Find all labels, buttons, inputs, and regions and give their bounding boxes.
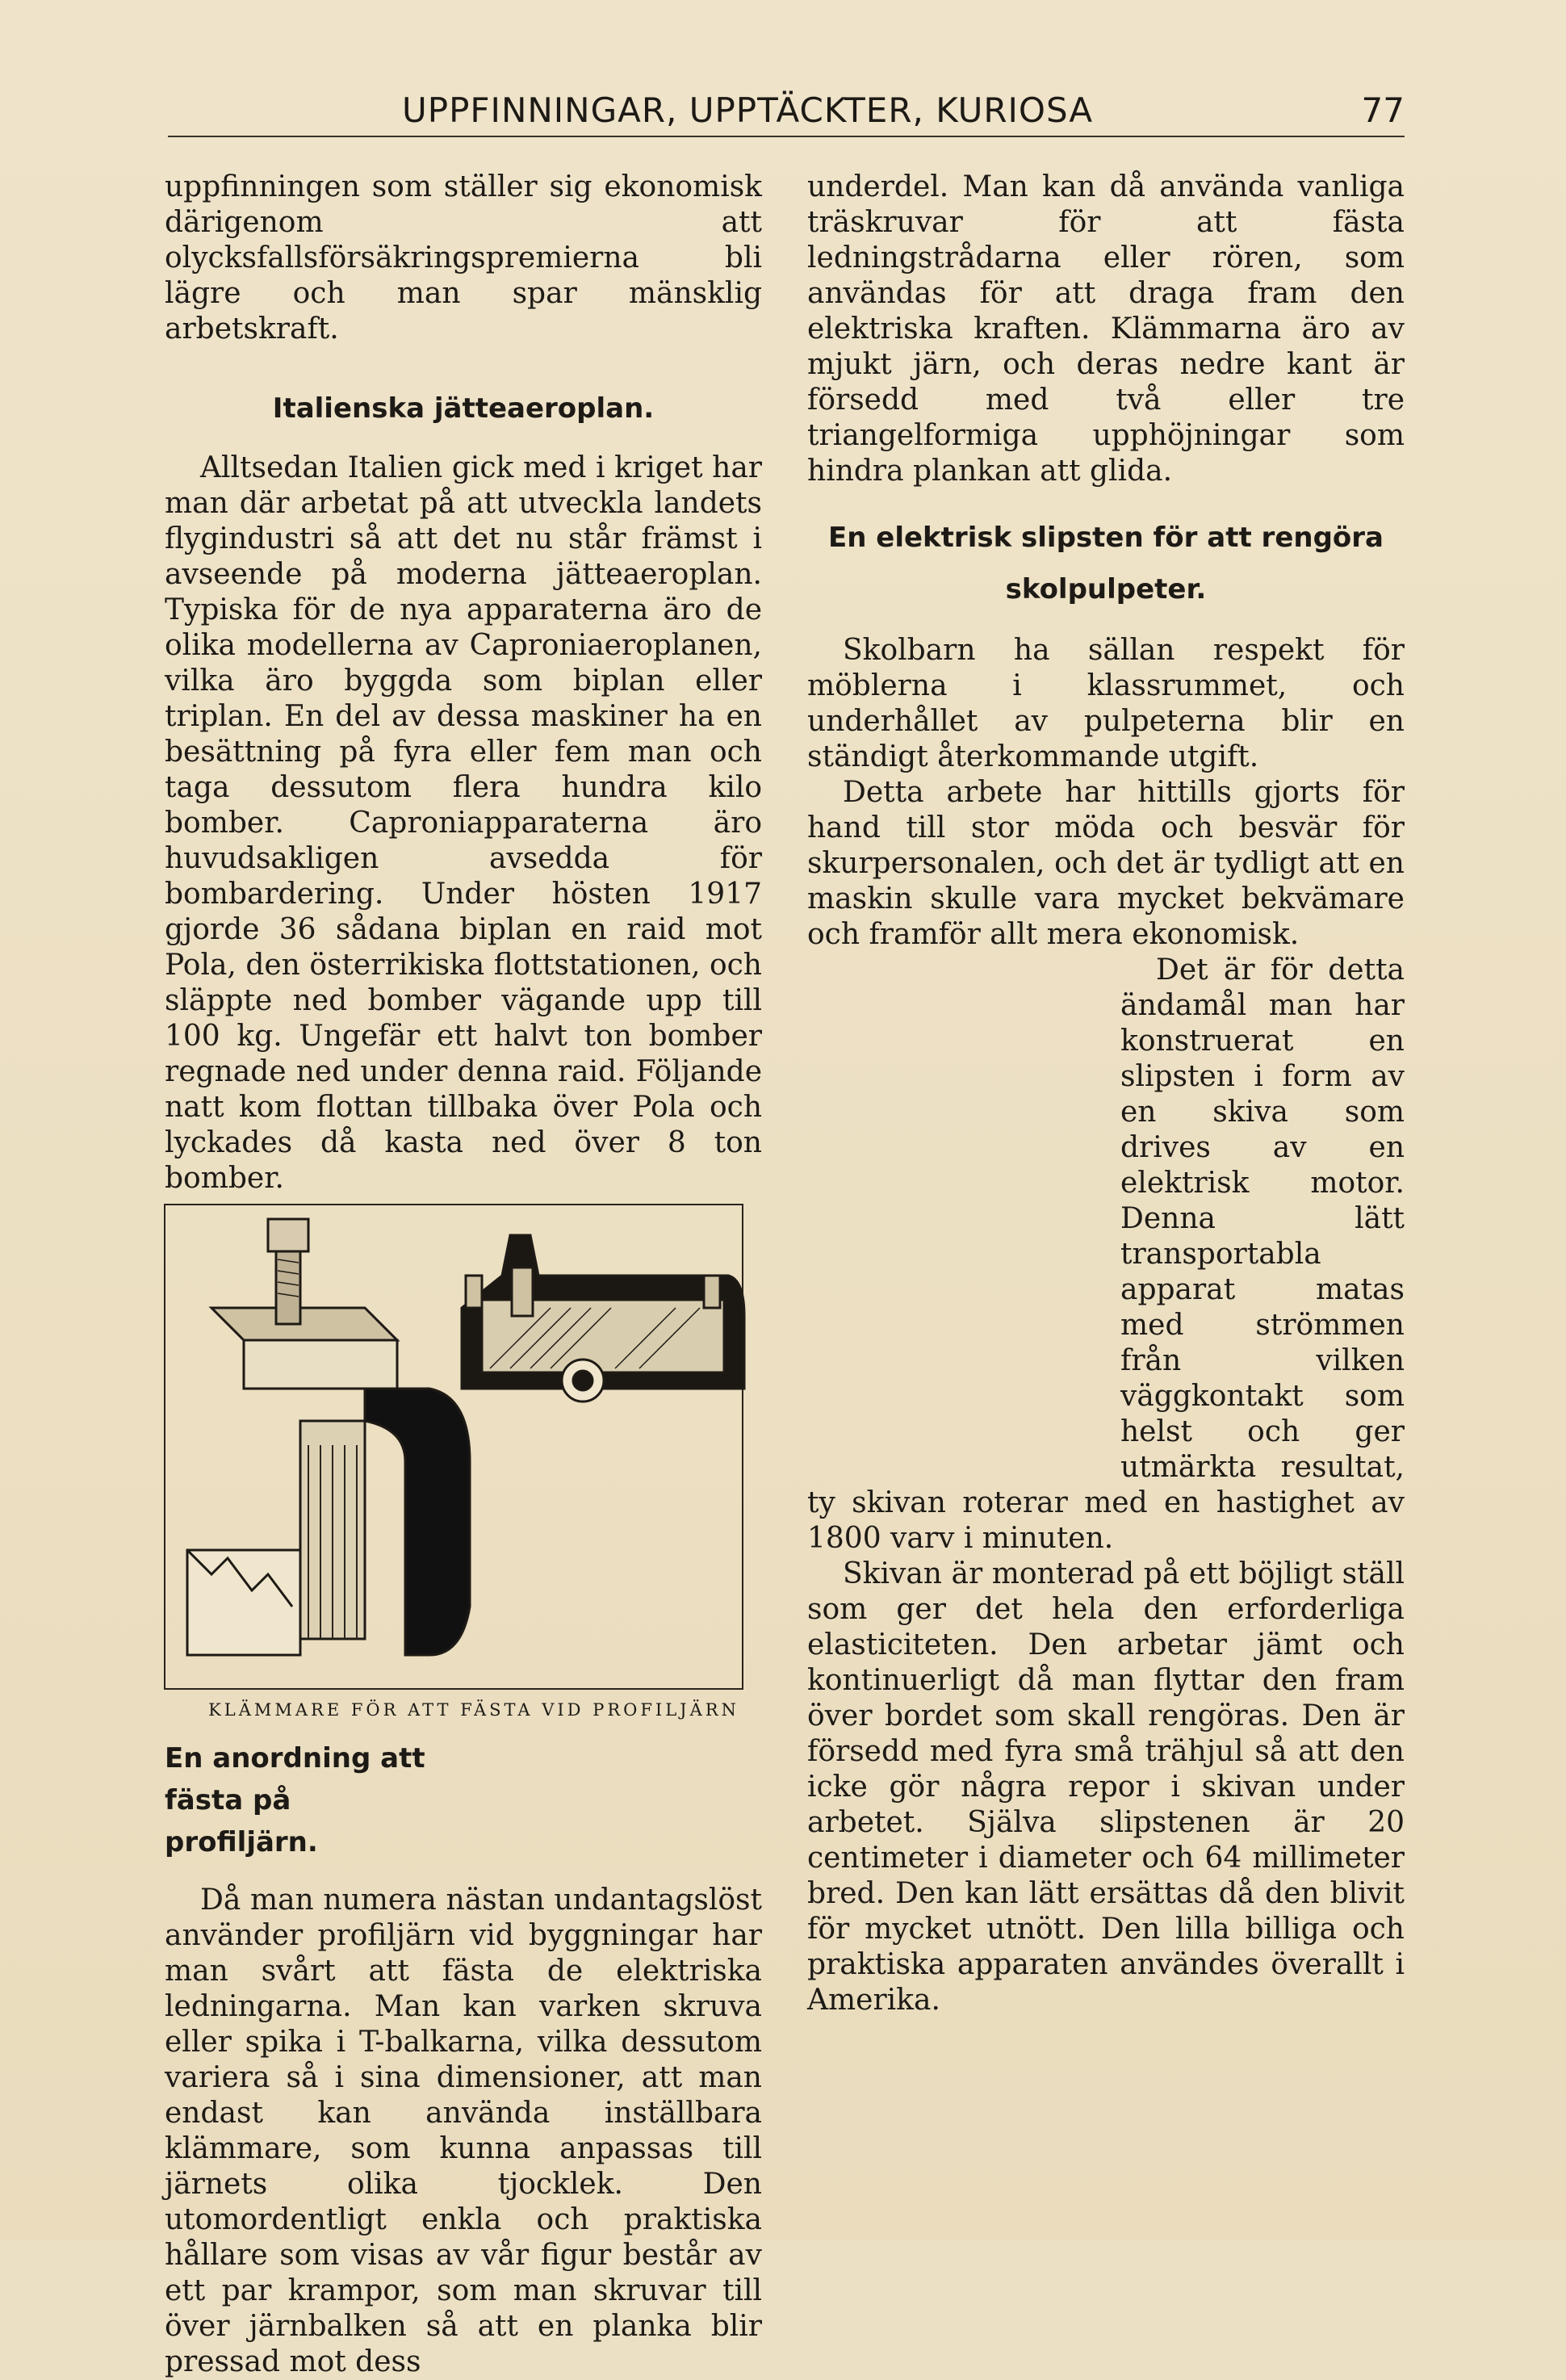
- running-head-title: UPPFINNINGAR, UPPTÄCKTER, KURIOSA: [402, 90, 1094, 130]
- figure-klammare: [163, 1203, 785, 1728]
- paragraph: Skivan är monterad på ett böjligt ställ som ger det hela den erforderliga elasticiteten. Den arbetar jämt och kontinuerligt då man flyttar den fram över bordet som skall rengöras. Den är försedd med fyra små trähjul så att den icke gör några repor i skivan under arbetet. Själva slipstenen är 20 centimeter i diameter och 64 millimeter bred. Den kan lätt ersättas då den blivit för mycket utnött. Den lilla billiga och praktiska apparaten användes överallt i Amerika.: [807, 1557, 1405, 2017]
- clamp-left: [187, 1219, 470, 1655]
- clamp-right: [462, 1235, 744, 1402]
- heading-anordning-profiljarn: En anordning att fästa på profiljärn.: [165, 1742, 425, 1858]
- right-column: [807, 170, 1405, 2018]
- heading-elektrisk-slipsten: En elektrisk slipsten för att rengöra skolpulpeter.: [828, 522, 1384, 605]
- paragraph: Det är för detta ändamål man har konstruerat en slipsten i form av en skiva som drives av en elektrisk motor. Denna lätt transportabla apparat matas med strömmen från vilken väggkontakt som helst och ger utmärkta resultat, ty skivan roterar med en hastighet av 1800 varv i minuten.: [807, 953, 1405, 1555]
- paragraph: underdel. Man kan då använda vanliga träskruvar för att fästa ledningstrådarna eller rören, som användas för att draga fram den elektriska kraften. Klämmarna äro av mjukt järn, och deras nedre kant är försedd med två eller tre triangelformiga upphöjningar som hindra plankan att glida.: [807, 170, 1405, 488]
- paragraph: Skolbarn ha sällan respekt för möblerna i klassrummet, och underhållet av pulpeterna blir en ständigt återkommande utgift.: [807, 634, 1405, 773]
- left-column: [165, 170, 762, 2380]
- figure-wrap-space: [807, 953, 1106, 1469]
- running-header: [168, 87, 1405, 137]
- heading-italienska-jatteaeroplan: Italienska jätteaeroplan.: [272, 392, 655, 425]
- clamp-illustration: [163, 1203, 785, 1703]
- paragraph: Alltsedan Italien gick med i kriget har man där arbetat på att utveckla landets flygindustri så att det nu står främst i avseende på moderna jätteaeroplan. Typiska för de nya apparaterna äro de olika modellerna av Caproniaeroplanen, vilka äro byggda som biplan eller triplan. En del av dessa maskiner ha en besättning på fyra eller fem man och taga dessutom flera hundra kilo bomber. Caproniapparaterna äro huvudsakligen avsedda för bombardering. Under hösten 1917 gjorde 36 sådana biplan en raid mot Pola, den österrikiska flottstationen, och släppte ned bomber vägande upp till 100 kg. Ungefär ett halvt ton bomber regnade ned under denna raid. Följande natt kom flottan tillbaka över Pola och lyckades då kasta ned över 8 ton bomber.: [165, 451, 762, 1195]
- paragraph: Detta arbete har hittills gjorts för hand till stor möda och besvär för skurpersonalen, och det är tydligt att en maskin skulle vara mycket bekvämare och framför allt mera ekonomisk.: [807, 776, 1405, 951]
- paragraph: Då man numera nästan undantagslöst använder profiljärn vid byggningar har man svårt att fästa de elektriska ledningarna. Man kan varken skruva eller spika i T-balkarna, vilka dessutom variera så i sina dimensioner, att man endast kan använda inställbara klämmare, som kunna anpassas till järnets olika tjocklek. Den utomordentligt enkla och praktiska hållare som visas av vår figur består av ett par krampor, som man skruvar till över järnbalken så att en planka blir pressad mot dess: [165, 1883, 762, 2378]
- page-number: 77: [1361, 90, 1405, 130]
- paragraph: uppfinningen som ställer sig ekonomisk därigenom att olycksfallsförsäkringspremierna bli lägre och man spar mänsklig arbetskraft.: [165, 170, 762, 346]
- figure-caption: KLÄMMARE FÖR ATT FÄSTA VID PROFILJÄRN: [208, 1700, 739, 1720]
